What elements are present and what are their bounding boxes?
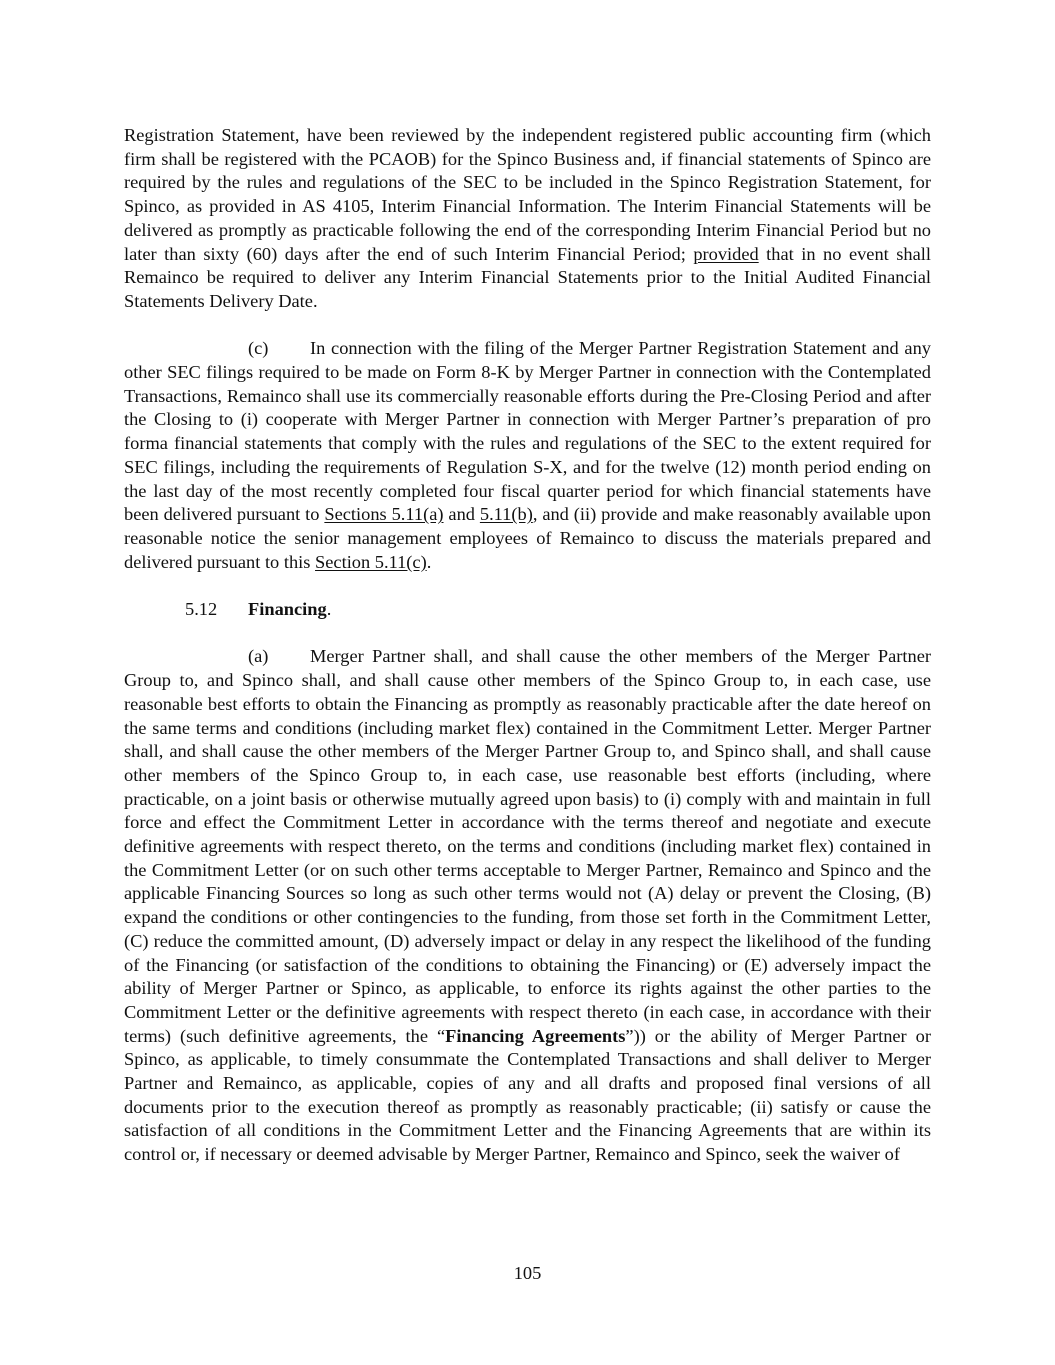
- section-heading: [124, 598, 931, 622]
- paragraph-text: In connection with the filing of the Merger Partner Registration Statement and any other SEC filings required to be made on Form 8-K by Merger Partner in connection with the Contemplated Transactions, Remainco shall use its commercially reasonable efforts during the Pre-Closing Period and after the Closing to (i) cooperate with Merger Partner in connection with Merger Partner’s preparation of pro forma financial statements that comply with the rules and regulations of the SEC to the extent required for SEC filings, including the requirements of Regulation S-X, and for the twelve (12) month period ending on the last day of the most recently completed four fiscal quarter period for which financial statements have been delivered pursuant to: [124, 338, 931, 525]
- section-reference: Sections 5.11(a): [324, 504, 444, 525]
- section-reference: 5.11(b): [479, 504, 533, 525]
- paragraph-a: [124, 645, 931, 1166]
- paragraph-text: .: [426, 551, 432, 572]
- defined-term-provided: provided: [693, 243, 759, 264]
- paragraph-continuation: [124, 124, 931, 314]
- clause-label: (c): [248, 338, 269, 359]
- paragraph-text: , and (ii) provide and make reasonably available upon reasonable notice the senior management employees of Remainco to discuss the materials prepared and delivered pursuant to this: [124, 504, 931, 572]
- section-title-punctuation: .: [326, 599, 332, 620]
- document-page: [124, 124, 931, 1167]
- section-reference: Section 5.11(c): [315, 551, 427, 572]
- defined-term-financing-agreements: Financing Agreements: [445, 1025, 626, 1046]
- paragraph-text: Merger Partner shall, and shall cause the other members of the Merger Partner Group to, and Spinco shall, and shall cause other members of the Spinco Group to, in each case, use reasonable best efforts to obtain the Financing as promptly as reasonably practicable after the date hereof on the same terms and conditions (including market flex) contained in the Commitment Letter. Merger Partner shall, and shall cause the other members of the Merger Partner Group to, and Spinco shall, and shall cause other members of the Spinco Group to, in each case, use reasonable best efforts (including, where practicable, on a joint basis or otherwise mutually agreed upon basis) to (i) comply with and maintain in full force and effect the Commitment Letter in accordance with the terms thereof and negotiate and execute definitive agreements with respect thereto, on the terms and conditions (including market flex) contained in the Commitment Letter (or on such other terms acceptable to Merger Partner, Remainco and Spinco and the applicable Financing Sources so long as such other terms would not (A) delay or prevent the Closing, (B) expand the conditions or other contingencies to the funding, from those set forth in the Commitment Letter, (C) reduce the committed amount, (D) adversely impact or delay in any respect the likelihood of the funding of the Financing (or satisfaction of the conditions to obtaining the Financing) or (E) adversely impact the ability of Merger Partner or Spinco, as applicable, to enforce its rights against the other parties to the Commitment Letter or the definitive agreements with respect thereto (in each case, in accordance with their terms) (such definitive agreements, the “: [124, 646, 931, 1046]
- paragraph-text: Registration Statement, have been reviewed by the independent registered public accounting firm (which firm shall be registered with the PCAOB) for the Spinco Business and, if financial statements of Spinco are required by the rules and regulations of the SEC to be included in the Spinco Registration Statement, for Spinco, as provided in AS 4105, Interim Financial Information. The Interim Financial Statements will be delivered as promptly as practicable following the end of the corresponding Interim Financial Period but no later than sixty (60) days after the end of such Interim Financial Period;: [124, 125, 931, 264]
- clause-label: (a): [248, 646, 269, 667]
- section-title: Financing: [248, 599, 327, 620]
- paragraph-text: that in no event shall Remainco be required to deliver any Interim Financial Statements prior to the Initial Audited Financial Statements Delivery Date.: [124, 243, 931, 311]
- section-number: 5.12: [185, 599, 218, 620]
- paragraph-text: ”)) or the ability of Merger Partner or Spinco, as applicable, to timely consummate the Contemplated Transactions and shall deliver to Merger Partner and Remainco, as applicable, copies of any and all drafts and proposed final versions of all documents prior to the execution thereof as promptly as reasonably practicable; (ii) satisfy or cause the satisfaction of all conditions in the Commitment Letter and the Financing Agreements that are within its control or, if necessary or deemed advisable by Merger Partner, Remainco and Spinco, seek the waiver of: [124, 1025, 931, 1165]
- paragraph-text: and: [443, 504, 480, 525]
- page-number: 105: [513, 1263, 542, 1283]
- paragraph-c: [124, 337, 931, 574]
